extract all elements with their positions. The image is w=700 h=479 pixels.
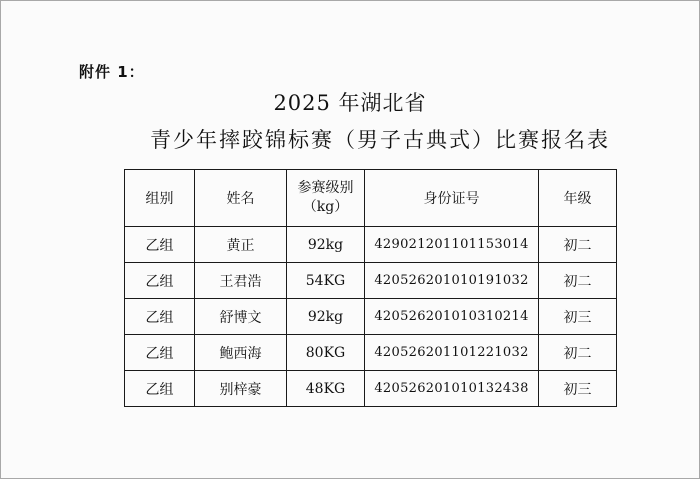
table-header-row bbox=[125, 170, 617, 227]
attachment-label: 附件 1： bbox=[79, 63, 145, 81]
cell-id-number: 420526201010310214 bbox=[365, 299, 539, 335]
header-weight-line-1: 参赛级别 bbox=[297, 180, 354, 196]
title-line-2: 青少年摔跤锦标赛（男子古典式）比赛报名表 bbox=[150, 128, 610, 152]
table-row bbox=[125, 263, 617, 299]
cell-grade: 初二 bbox=[539, 227, 617, 263]
cell-group: 乙组 bbox=[125, 263, 195, 299]
registration-table bbox=[124, 169, 617, 407]
cell-name: 王君浩 bbox=[195, 263, 287, 299]
header-name: 姓名 bbox=[195, 170, 287, 227]
table-row bbox=[125, 371, 617, 407]
cell-grade: 初二 bbox=[539, 335, 617, 371]
cell-weight: 48KG bbox=[287, 371, 365, 407]
header-weight-line-2: （kg） bbox=[302, 199, 349, 215]
cell-id-number: 420526201010191032 bbox=[365, 263, 539, 299]
cell-name: 黄正 bbox=[195, 227, 287, 263]
cell-grade: 初三 bbox=[539, 299, 617, 335]
cell-weight: 92kg bbox=[287, 227, 365, 263]
header-group: 组别 bbox=[125, 170, 195, 227]
table-row bbox=[125, 227, 617, 263]
cell-name: 鲍西海 bbox=[195, 335, 287, 371]
cell-id-number: 420526201101221032 bbox=[365, 335, 539, 371]
cell-grade: 初三 bbox=[539, 371, 617, 407]
table-row bbox=[125, 335, 617, 371]
cell-weight: 54KG bbox=[287, 263, 365, 299]
cell-weight: 92kg bbox=[287, 299, 365, 335]
header-weight bbox=[287, 170, 365, 227]
cell-grade: 初二 bbox=[539, 263, 617, 299]
cell-group: 乙组 bbox=[125, 227, 195, 263]
header-grade: 年级 bbox=[539, 170, 617, 227]
title-line-1: 2025 年湖北省 bbox=[273, 91, 427, 115]
cell-group: 乙组 bbox=[125, 335, 195, 371]
table-row bbox=[125, 299, 617, 335]
cell-name: 舒博文 bbox=[195, 299, 287, 335]
cell-id-number: 429021201101153014 bbox=[365, 227, 539, 263]
cell-group: 乙组 bbox=[125, 371, 195, 407]
cell-weight: 80KG bbox=[287, 335, 365, 371]
cell-name: 别梓豪 bbox=[195, 371, 287, 407]
header-id-number: 身份证号 bbox=[365, 170, 539, 227]
cell-id-number: 420526201010132438 bbox=[365, 371, 539, 407]
cell-group: 乙组 bbox=[125, 299, 195, 335]
